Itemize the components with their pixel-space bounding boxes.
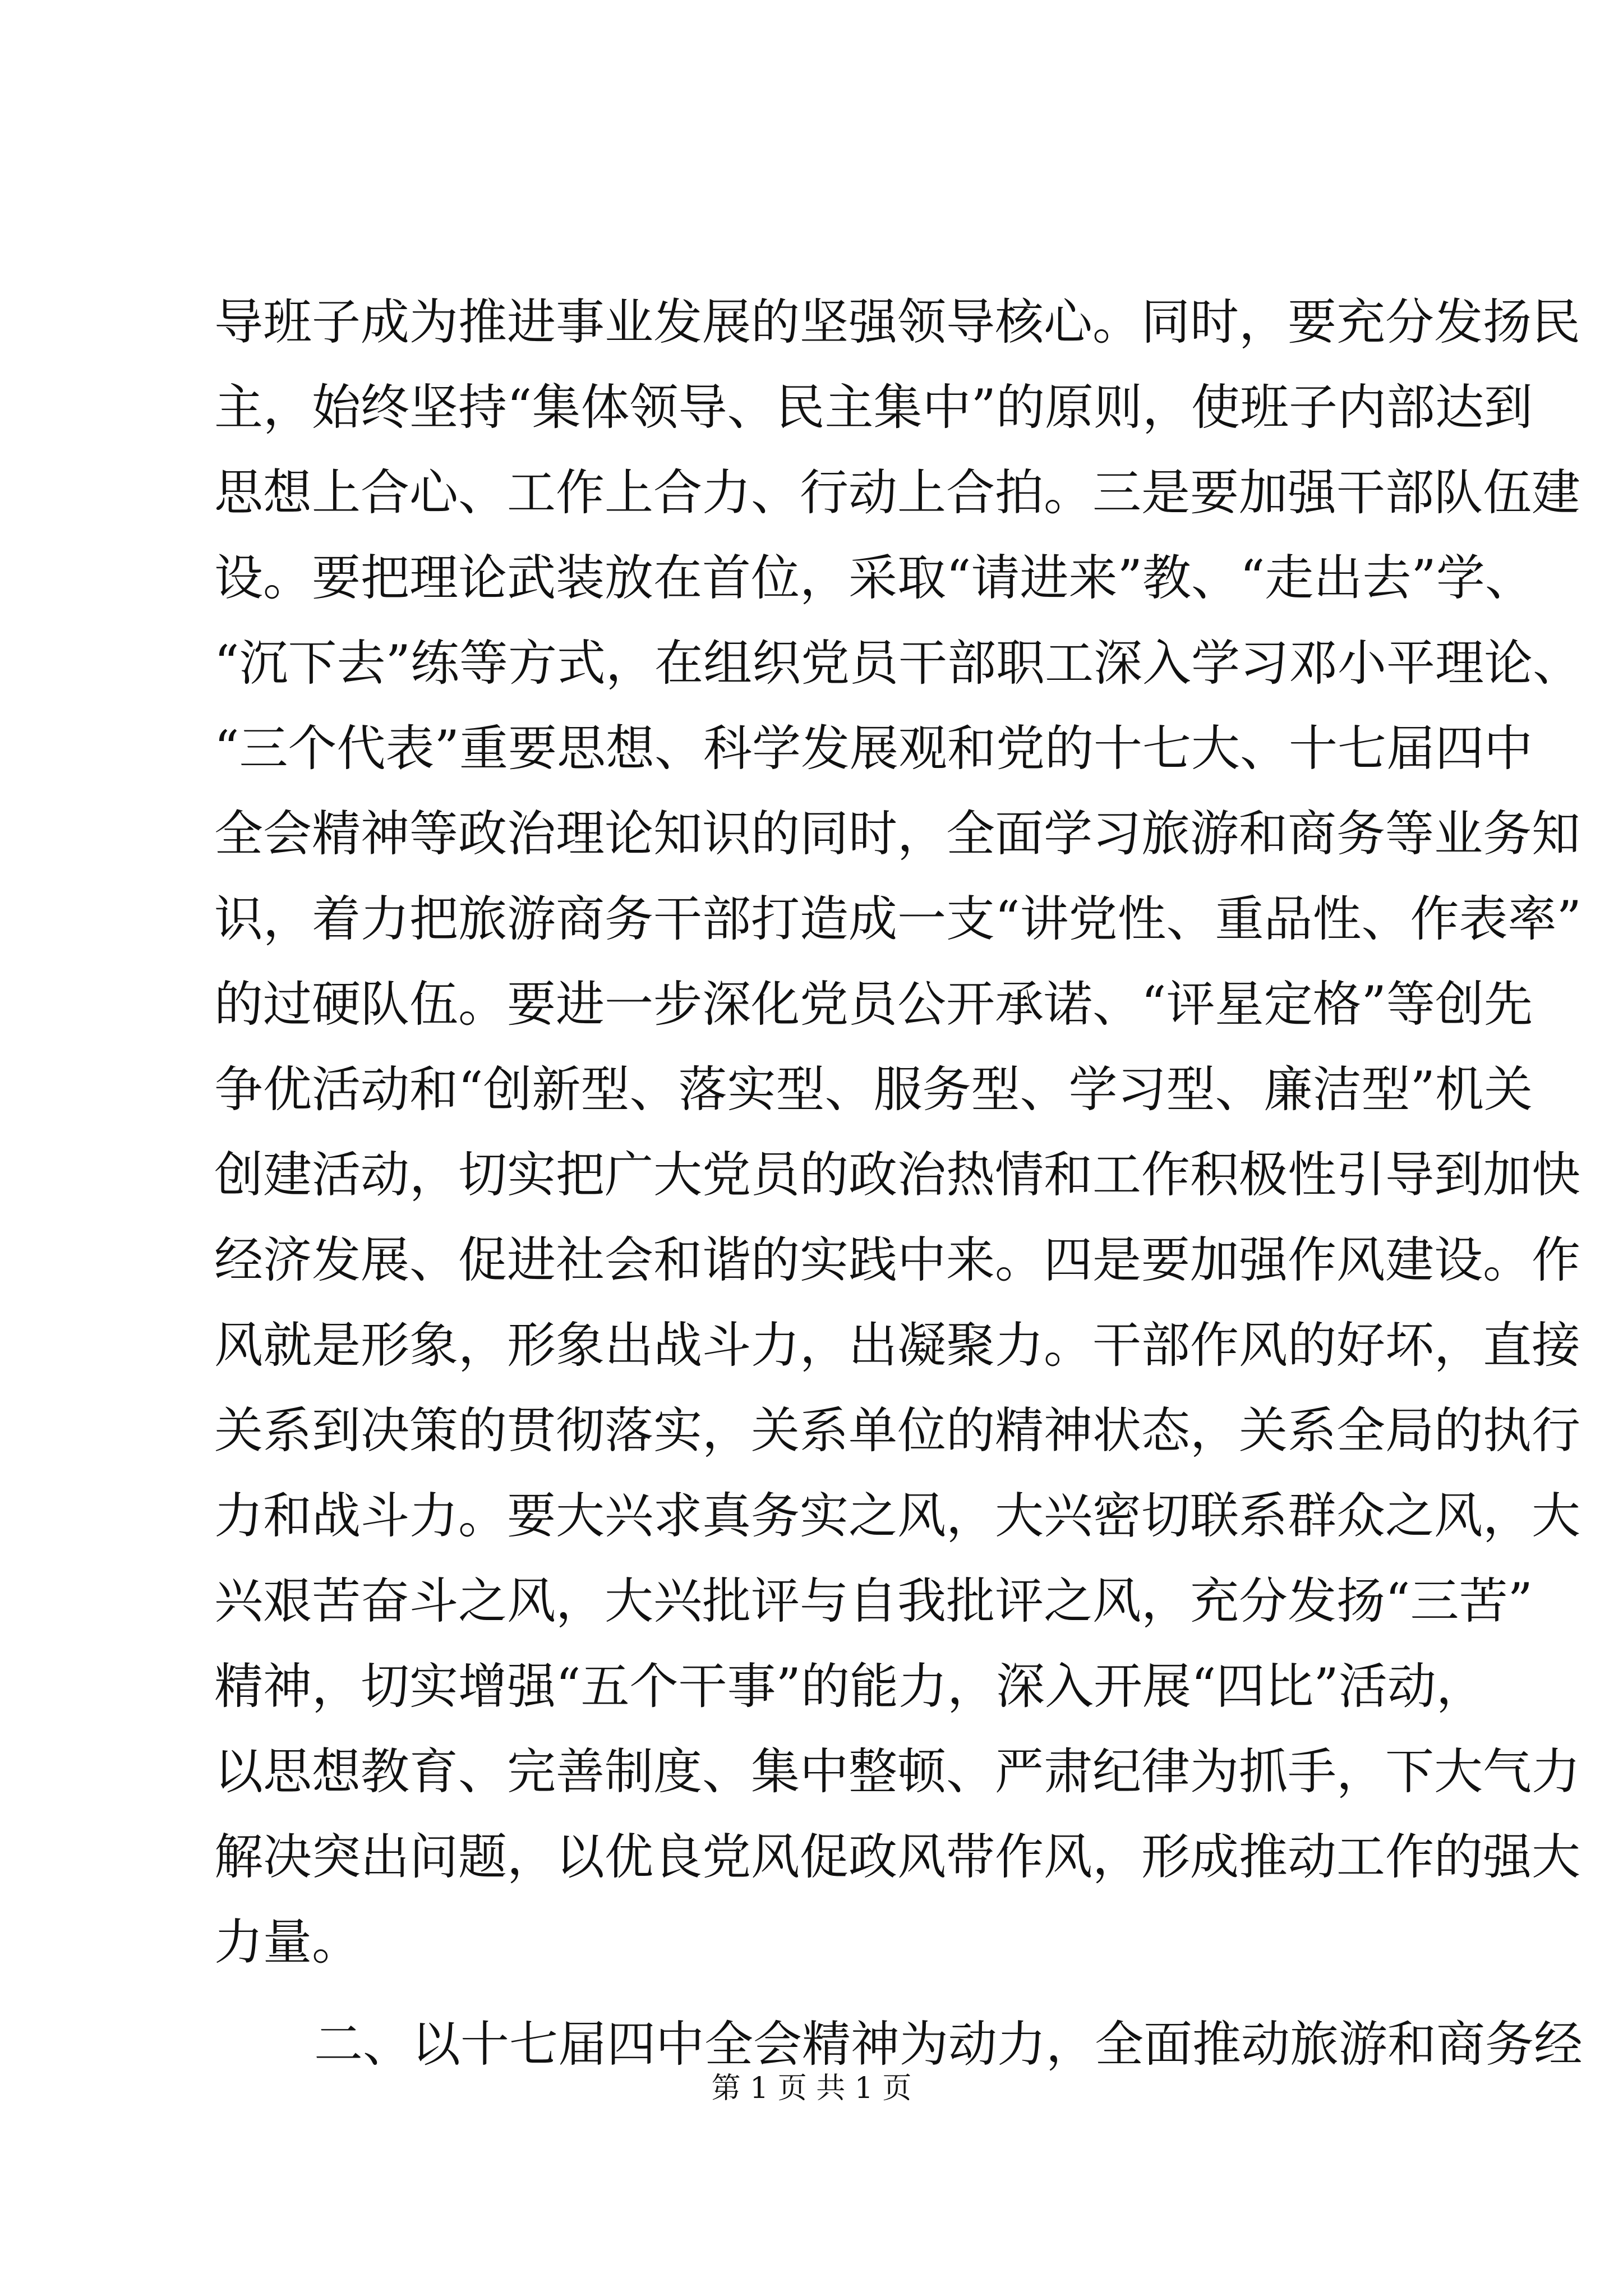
text-line: 经济发展、促进社会和谐的实践中来。四是要加强作风建设。作 bbox=[214, 1231, 1580, 1289]
text-line: 以思想教育、完善制度、集中整顿、严肃纪律为抓手，下大气力 bbox=[214, 1743, 1580, 1800]
text-line: “三个代表”重要思想、科学发展观和党的十七大、十七届四中 bbox=[214, 720, 1533, 777]
section-heading-line: 二、以十七届四中全会精神为动力，全面推动旅游和商务经 bbox=[314, 2016, 1583, 2073]
text-line-paragraph-end: 力量。 bbox=[214, 1913, 361, 1971]
text-line: 力和战斗力。要大兴求真务实之风，大兴密切联系群众之风，大 bbox=[214, 1487, 1580, 1544]
text-line: 主，始终坚持“集体领导、民主集中”的原则，使班子内部达到 bbox=[214, 379, 1533, 436]
page-number-label: 第 1 页 共 1 页 bbox=[711, 2072, 912, 2105]
text-line: 导班子成为推进事业发展的坚强领导核心。同时，要充分发扬民 bbox=[214, 293, 1580, 351]
text-line: 全会精神等政治理论知识的同时，全面学习旅游和商务等业务知 bbox=[214, 805, 1580, 862]
text-line: 风就是形象，形象出战斗力，出凝聚力。干部作风的好坏，直接 bbox=[214, 1317, 1580, 1374]
text-line: 识，着力把旅游商务干部打造成一支“讲党性、重品性、作表率” bbox=[214, 890, 1581, 947]
text-line: 争优活动和“创新型、落实型、服务型、学习型、廉洁型”机关 bbox=[214, 1061, 1533, 1118]
paragraph-spacer bbox=[214, 1985, 1414, 2001]
page-footer bbox=[0, 2069, 1623, 2108]
text-line: “沉下去”练等方式，在组织党员干部职工深入学习邓小平理论、 bbox=[214, 634, 1581, 692]
text-line: 精神，切实增强“五个干事”的能力，深入开展“四比”活动， bbox=[214, 1658, 1485, 1715]
text-line: 思想上合心、工作上合力、行动上合拍。三是要加强干部队伍建 bbox=[214, 464, 1580, 521]
text-line: 兴艰苦奋斗之风，大兴批评与自我批评之风，充分发扬“三苦” bbox=[214, 1572, 1533, 1630]
document-body bbox=[214, 279, 1583, 2087]
text-line: 解决突出问题，以优良党风促政风带作风，形成推动工作的强大 bbox=[214, 1828, 1580, 1885]
text-line: 关系到决策的贯彻落实，关系单位的精神状态，关系全局的执行 bbox=[214, 1402, 1580, 1459]
text-line: 的过硬队伍。要进一步深化党员公开承诺、“评星定格”等创先 bbox=[214, 976, 1533, 1033]
text-line: 创建活动，切实把广大党员的政治热情和工作积极性引导到加快 bbox=[214, 1146, 1580, 1203]
text-line: 设。要把理论武装放在首位，采取“请进来”教、“走出去”学、 bbox=[214, 549, 1534, 606]
